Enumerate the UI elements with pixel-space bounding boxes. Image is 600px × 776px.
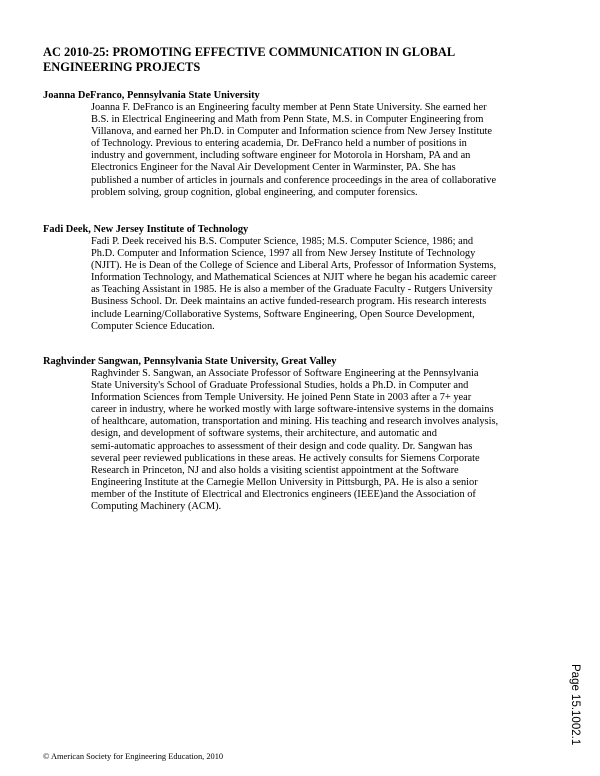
bio-line: (NJIT). He is Dean of the College of Science and Liberal Arts, Professor of Information Systems,: [91, 260, 497, 272]
author-bio-deek: [91, 236, 561, 333]
bio-line: include Learning/Collaborative Systems, Software Engineering, Open Source Development,: [91, 308, 475, 320]
bio-line: problem solving, group cognition, global engineering, and computer forensics.: [91, 186, 418, 198]
author-heading-deek: Fadi Deek, New Jersey Institute of Technology: [43, 224, 249, 235]
bio-line: Joanna F. DeFranco is an Engineering faculty member at Penn State University. She earned her: [91, 102, 487, 113]
author-heading-sangwan: Raghvinder Sangwan, Pennsylvania State University, Great Valley: [43, 356, 337, 367]
bio-line: Business School. Dr. Deek maintains an active funded-research program. His research interests: [91, 296, 487, 308]
page-number-label: Page 15.1002.1: [569, 664, 581, 746]
bio-line: of healthcare, automation, transportation and mining. His teaching and research involves analysis,: [91, 416, 499, 428]
bio-line: State University's School of Graduate Professional Studies, holds a Ph.D. in Computer and: [91, 380, 469, 392]
bio-line: several peer reviewed publications in these areas. He actively consults for Siemens Corporate: [91, 452, 480, 464]
author-heading-defranco: Joanna DeFranco, Pennsylvania State University: [43, 90, 260, 101]
bio-line: member of the Institute of Electrical and Electronics engineers (IEEE)and the Association of: [91, 488, 476, 500]
bio-line: Raghvinder S. Sangwan, an Associate Professor of Software Engineering at the Pennsylvania: [91, 368, 479, 379]
bio-line: Fadi P. Deek received his B.S. Computer Science, 1985; M.S. Computer Science, 1986; and: [91, 236, 474, 247]
bio-line: Villanova, and earned her Ph.D. in Computer and Information science from New Jersey Institute: [91, 126, 493, 138]
bio-line: Ph.D. Computer and Information Science, 1997 all from New Jersey Institute of Technology: [91, 248, 476, 260]
bio-line: as Teaching Assistant in 1985. He is also a member of the Graduate Faculty - Rutgers University: [91, 284, 493, 296]
bio-line: Information Sciences from Temple University. He joined Penn State in 2003 after a 7+ year: [91, 392, 472, 404]
title-line-2: ENGINEERING PROJECTS: [43, 59, 201, 74]
bio-line: Computer Science Education.: [91, 320, 215, 332]
bio-line: industry and government, including software engineer for Motorola in Horsham, PA and an: [91, 150, 471, 162]
bio-line: Computing Machinery (ACM).: [91, 501, 222, 513]
bio-line: Engineering Institute at the Carnegie Mellon University in Pittsburgh, PA. He is also a senior: [91, 476, 478, 488]
bio-line: published a number of articles in journals and conference proceedings in the area of collaborative: [91, 174, 497, 186]
title-line-1: AC 2010-25: PROMOTING EFFECTIVE COMMUNICATION IN GLOBAL: [43, 45, 456, 59]
bio-line: career in industry, where he worked mostly with large software-intensive systems in the domains: [91, 404, 494, 416]
bio-line: design, and development of software systems, their architecture, and automatic and: [91, 428, 437, 440]
page-number: [569, 664, 593, 764]
bio-line: semi-automatic approaches to assessment of their design and code quality. Dr. Sangwan has: [91, 440, 473, 452]
bio-line: Research in Princeton, NJ and also holds a visiting scientist appointment at the Software: [91, 464, 459, 476]
bio-line: Electronics Engineer for the Naval Air Development Center in Warminster, PA. She has: [91, 162, 456, 174]
bio-line: of Technology. Previous to entering academia, Dr. DeFranco held a number of positions in: [91, 138, 467, 150]
author-bio-sangwan: [91, 368, 561, 513]
bio-line: B.S. in Electrical Engineering and Math from Penn State, M.S. in Computer Engineering from: [91, 114, 484, 126]
paper-title: [43, 45, 563, 74]
author-bio-defranco: [91, 102, 561, 199]
bio-line: Information Technology, and Mathematical Sciences at NJIT where he began his academic career: [91, 272, 497, 284]
copyright-footer: © American Society for Engineering Education, 2010: [43, 752, 224, 761]
